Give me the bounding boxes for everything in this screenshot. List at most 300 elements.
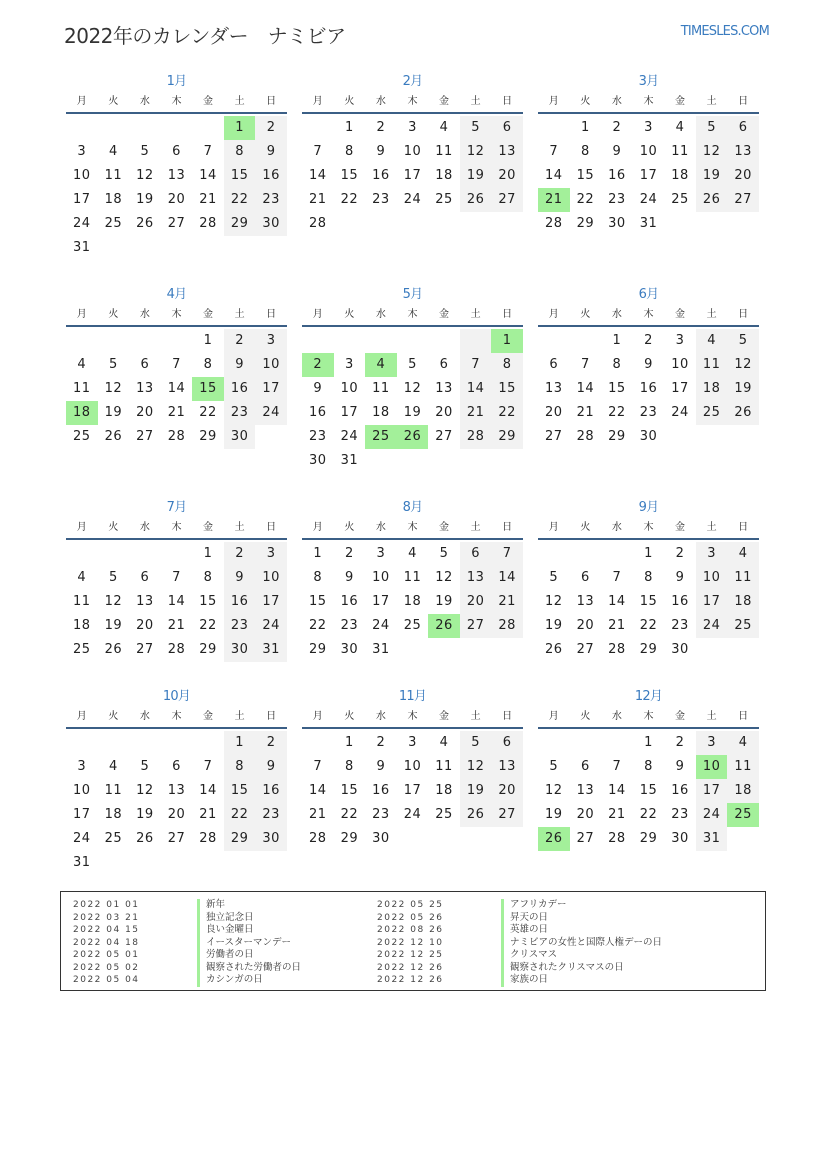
day-cell: 20 <box>136 405 154 420</box>
holiday-day-cell: 18 <box>66 401 98 425</box>
day-cell: 8 <box>580 144 590 159</box>
day-cell: 2 <box>224 329 256 353</box>
day-cell: 2 <box>255 116 287 140</box>
day-cell: 26 <box>136 216 154 231</box>
day-cell: 25 <box>104 216 123 231</box>
holiday-date: 2022 05 01 <box>73 950 140 960</box>
day-cell: 19 <box>136 807 154 822</box>
day-cell: 3 <box>696 731 728 755</box>
weekday-label: 月 <box>548 309 559 320</box>
day-cell: 5 <box>408 357 417 372</box>
day-cell: 18 <box>727 779 759 803</box>
day-cell: 30 <box>340 642 359 657</box>
day-cell: 8 <box>224 755 256 779</box>
holiday-row <box>377 962 662 975</box>
calendar-grid <box>66 72 766 887</box>
weekday-label: 金 <box>675 96 686 107</box>
day-cell: 21 <box>167 618 186 633</box>
day-cell: 14 <box>608 594 626 609</box>
day-cell: 14 <box>491 566 523 590</box>
day-cell: 23 <box>340 618 359 633</box>
day-cell: 23 <box>671 618 689 633</box>
day-cell: 21 <box>608 807 626 822</box>
empty-day-cell <box>428 329 460 353</box>
day-cell: 19 <box>545 618 563 633</box>
holiday-name: 新年 <box>197 899 225 912</box>
empty-day-cell <box>302 116 334 140</box>
month-title: 1月 <box>166 74 187 89</box>
day-cell: 14 <box>199 783 217 798</box>
day-cell: 22 <box>224 803 256 827</box>
weekday-label: 水 <box>375 96 386 107</box>
day-cell: 28 <box>608 831 626 846</box>
day-cell: 16 <box>255 779 287 803</box>
day-cell: 30 <box>372 831 390 846</box>
day-cell: 15 <box>340 783 359 798</box>
weekday-label: 火 <box>344 522 355 533</box>
day-cell: 18 <box>372 405 390 420</box>
day-cell: 3 <box>696 542 728 566</box>
site-link[interactable]: TIMESLES.COM <box>680 24 769 39</box>
day-cell: 17 <box>403 168 422 183</box>
day-cell: 3 <box>408 735 417 750</box>
weekday-header <box>66 92 287 114</box>
day-grid <box>66 542 287 662</box>
day-cell: 5 <box>549 759 559 774</box>
holiday-date: 2022 05 02 <box>73 962 140 973</box>
day-cell: 2 <box>376 735 386 750</box>
month-title: 6月 <box>638 287 659 302</box>
day-grid <box>66 116 287 260</box>
day-cell: 13 <box>136 381 154 396</box>
day-cell: 30 <box>224 638 256 662</box>
day-cell: 27 <box>136 642 154 657</box>
day-cell: 16 <box>608 168 626 183</box>
day-cell: 17 <box>671 381 689 396</box>
day-cell: 29 <box>224 212 256 236</box>
day-cell: 29 <box>224 827 256 851</box>
day-cell: 24 <box>403 192 422 207</box>
day-cell: 22 <box>309 618 327 633</box>
day-cell: 2 <box>644 333 653 348</box>
weekday-label: 火 <box>108 96 119 107</box>
holiday-date: 2022 12 26 <box>377 975 444 985</box>
weekday-label: 水 <box>375 309 386 320</box>
day-cell: 23 <box>372 192 390 207</box>
holiday-name: 観察されたクリスマスの日 <box>501 962 624 975</box>
day-cell: 17 <box>403 783 422 798</box>
day-cell: 22 <box>199 618 217 633</box>
day-cell: 12 <box>460 140 492 164</box>
weekday-label: 木 <box>407 522 418 533</box>
day-cell: 31 <box>73 240 91 255</box>
day-cell: 28 <box>545 216 563 231</box>
weekday-label: 金 <box>439 309 450 320</box>
day-cell: 22 <box>340 807 359 822</box>
day-cell: 3 <box>255 542 287 566</box>
day-cell: 23 <box>372 807 390 822</box>
day-cell: 30 <box>224 425 256 449</box>
holiday-day-cell: 4 <box>365 353 397 377</box>
day-cell: 8 <box>203 570 213 585</box>
day-cell: 21 <box>576 405 595 420</box>
day-cell: 12 <box>136 168 154 183</box>
day-cell: 16 <box>309 405 327 420</box>
holiday-day-cell: 25 <box>727 803 759 827</box>
weekday-label: 木 <box>407 711 418 722</box>
day-cell: 6 <box>491 731 523 755</box>
day-cell: 15 <box>576 168 595 183</box>
day-cell: 1 <box>203 333 213 348</box>
day-cell: 9 <box>644 357 653 372</box>
weekday-label: 木 <box>171 522 182 533</box>
day-cell: 13 <box>136 594 154 609</box>
day-cell: 7 <box>549 144 559 159</box>
holiday-day-cell: 21 <box>538 188 570 212</box>
day-cell: 23 <box>224 614 256 638</box>
day-cell: 10 <box>73 168 91 183</box>
day-cell: 2 <box>224 542 256 566</box>
day-cell: 7 <box>313 144 323 159</box>
day-cell: 18 <box>73 618 91 633</box>
day-cell: 26 <box>696 188 728 212</box>
weekday-label: 火 <box>344 96 355 107</box>
empty-day-cell <box>601 542 633 566</box>
day-cell: 16 <box>372 783 390 798</box>
holiday-name: 労働者の日 <box>197 949 254 962</box>
holiday-column-left <box>73 899 301 987</box>
day-cell: 2 <box>675 735 685 750</box>
empty-day-cell <box>129 542 161 566</box>
day-cell: 11 <box>727 755 759 779</box>
day-grid <box>302 731 523 851</box>
day-cell: 7 <box>491 542 523 566</box>
day-cell: 25 <box>73 429 91 444</box>
day-cell: 15 <box>309 594 327 609</box>
weekday-label: 火 <box>580 96 591 107</box>
day-cell: 13 <box>167 783 186 798</box>
weekday-label: 木 <box>643 522 654 533</box>
day-cell: 14 <box>576 381 595 396</box>
day-cell: 3 <box>77 144 87 159</box>
day-cell: 3 <box>408 120 417 135</box>
empty-day-cell <box>538 542 570 566</box>
day-cell: 1 <box>580 120 590 135</box>
day-cell: 18 <box>435 783 453 798</box>
day-cell: 9 <box>376 759 386 774</box>
day-cell: 3 <box>77 759 87 774</box>
day-cell: 10 <box>403 759 422 774</box>
day-cell: 11 <box>696 353 728 377</box>
empty-day-cell <box>98 731 130 755</box>
day-cell: 11 <box>727 566 759 590</box>
weekday-label: 金 <box>203 711 214 722</box>
day-cell: 20 <box>136 618 154 633</box>
day-cell: 24 <box>403 807 422 822</box>
weekday-label: 月 <box>76 96 87 107</box>
day-cell: 18 <box>104 192 123 207</box>
day-cell: 25 <box>435 807 453 822</box>
day-cell: 2 <box>344 546 354 561</box>
weekday-label: 金 <box>203 96 214 107</box>
day-cell: 17 <box>696 590 728 614</box>
weekday-label: 火 <box>580 522 591 533</box>
day-cell: 23 <box>255 188 287 212</box>
day-cell: 22 <box>608 405 626 420</box>
holiday-date: 2022 12 26 <box>377 962 444 973</box>
weekday-label: 月 <box>312 309 323 320</box>
day-cell: 22 <box>340 192 359 207</box>
weekday-label: 木 <box>171 309 182 320</box>
day-cell: 15 <box>224 779 256 803</box>
weekday-label: 日 <box>738 96 749 107</box>
day-cell: 21 <box>309 807 327 822</box>
weekday-header <box>66 518 287 540</box>
day-cell: 20 <box>460 590 492 614</box>
holiday-name: クリスマス <box>501 949 557 962</box>
day-cell: 27 <box>727 188 759 212</box>
day-cell: 1 <box>313 546 323 561</box>
day-cell: 27 <box>136 429 154 444</box>
day-cell: 27 <box>576 642 595 657</box>
day-cell: 1 <box>224 731 256 755</box>
day-cell: 23 <box>671 807 689 822</box>
day-cell: 1 <box>612 333 622 348</box>
weekday-label: 水 <box>611 711 622 722</box>
day-cell: 22 <box>576 192 595 207</box>
holiday-day-cell: 1 <box>491 329 523 353</box>
day-cell: 2 <box>612 120 622 135</box>
holiday-date: 2022 05 26 <box>377 912 444 923</box>
day-cell: 22 <box>639 807 658 822</box>
weekday-label: 土 <box>470 96 481 107</box>
weekday-label: 火 <box>108 309 119 320</box>
day-grid <box>66 731 287 875</box>
weekday-label: 日 <box>502 96 513 107</box>
weekday-label: 月 <box>548 711 559 722</box>
day-cell: 11 <box>73 594 91 609</box>
holiday-row <box>377 912 662 925</box>
day-cell: 13 <box>576 594 595 609</box>
weekday-label: 水 <box>611 522 622 533</box>
empty-day-cell <box>66 329 98 353</box>
holiday-row <box>73 899 301 912</box>
day-cell: 28 <box>199 831 217 846</box>
holiday-date: 2022 04 15 <box>73 925 140 935</box>
day-cell: 9 <box>344 570 354 585</box>
day-cell: 6 <box>172 759 181 774</box>
weekday-label: 日 <box>266 711 277 722</box>
weekday-header <box>66 305 287 327</box>
empty-day-cell <box>302 731 334 755</box>
day-cell: 7 <box>612 759 622 774</box>
empty-day-cell <box>98 542 130 566</box>
holiday-list <box>60 891 766 991</box>
day-cell: 24 <box>696 614 728 638</box>
day-cell: 12 <box>403 381 422 396</box>
day-cell: 24 <box>696 803 728 827</box>
day-cell: 7 <box>460 353 492 377</box>
day-cell: 8 <box>203 357 213 372</box>
holiday-row <box>377 899 662 912</box>
day-cell: 21 <box>199 807 217 822</box>
day-cell: 16 <box>639 381 658 396</box>
weekday-header <box>66 707 287 729</box>
day-cell: 30 <box>608 216 626 231</box>
empty-day-cell <box>98 329 130 353</box>
day-cell: 8 <box>644 570 653 585</box>
empty-day-cell <box>161 329 193 353</box>
day-cell: 7 <box>313 759 323 774</box>
day-cell: 24 <box>372 618 390 633</box>
month-block <box>302 498 523 687</box>
day-cell: 15 <box>639 783 658 798</box>
day-cell: 8 <box>344 144 354 159</box>
day-cell: 29 <box>608 429 626 444</box>
day-cell: 17 <box>372 594 390 609</box>
day-cell: 29 <box>199 429 217 444</box>
weekday-header <box>538 92 759 114</box>
day-cell: 18 <box>727 590 759 614</box>
weekday-label: 水 <box>375 711 386 722</box>
day-cell: 1 <box>644 735 653 750</box>
day-cell: 23 <box>639 405 658 420</box>
day-cell: 6 <box>580 570 590 585</box>
day-cell: 27 <box>491 188 523 212</box>
empty-day-cell <box>161 542 193 566</box>
day-cell: 26 <box>136 831 154 846</box>
day-cell: 13 <box>576 783 595 798</box>
day-cell: 10 <box>671 357 689 372</box>
day-cell: 29 <box>639 642 658 657</box>
holiday-date: 2022 12 10 <box>377 937 444 948</box>
weekday-label: 土 <box>234 711 245 722</box>
day-cell: 22 <box>639 618 658 633</box>
weekday-label: 水 <box>139 309 150 320</box>
weekday-label: 水 <box>139 711 150 722</box>
empty-day-cell <box>570 329 602 353</box>
day-cell: 12 <box>460 755 492 779</box>
day-cell: 16 <box>224 590 256 614</box>
day-cell: 29 <box>309 642 327 657</box>
day-cell: 19 <box>104 405 123 420</box>
day-cell: 18 <box>403 594 422 609</box>
weekday-label: 月 <box>312 522 323 533</box>
day-cell: 21 <box>460 401 492 425</box>
day-grid <box>538 542 759 662</box>
holiday-row <box>73 937 301 950</box>
day-cell: 26 <box>460 803 492 827</box>
day-cell: 19 <box>403 405 422 420</box>
day-cell: 19 <box>136 192 154 207</box>
day-cell: 5 <box>108 357 118 372</box>
day-cell: 23 <box>309 429 327 444</box>
day-cell: 24 <box>73 831 91 846</box>
day-cell: 18 <box>435 168 453 183</box>
day-cell: 29 <box>576 216 595 231</box>
day-cell: 24 <box>255 401 287 425</box>
day-cell: 12 <box>435 570 453 585</box>
day-cell: 31 <box>73 855 91 870</box>
holiday-day-cell: 26 <box>397 425 429 449</box>
month-block <box>302 72 523 285</box>
empty-day-cell <box>66 731 98 755</box>
day-cell: 27 <box>576 831 595 846</box>
holiday-date: 2022 05 25 <box>377 900 444 910</box>
month-block <box>66 285 287 498</box>
weekday-label: 木 <box>171 711 182 722</box>
weekday-label: 土 <box>706 309 717 320</box>
day-cell: 12 <box>727 353 759 377</box>
day-cell: 14 <box>167 594 186 609</box>
day-cell: 20 <box>727 164 759 188</box>
day-cell: 12 <box>545 783 563 798</box>
day-cell: 14 <box>608 783 626 798</box>
weekday-label: 土 <box>234 309 245 320</box>
empty-day-cell <box>129 116 161 140</box>
day-cell: 4 <box>439 735 449 750</box>
day-cell: 16 <box>671 783 689 798</box>
weekday-label: 月 <box>312 96 323 107</box>
day-cell: 5 <box>439 546 449 561</box>
day-cell: 4 <box>727 731 759 755</box>
day-cell: 26 <box>545 642 563 657</box>
holiday-name: 昇天の日 <box>501 912 548 925</box>
day-cell: 15 <box>639 594 658 609</box>
day-cell: 19 <box>727 377 759 401</box>
day-cell: 20 <box>491 779 523 803</box>
day-cell: 6 <box>172 144 181 159</box>
weekday-label: 木 <box>643 96 654 107</box>
day-cell: 4 <box>439 120 449 135</box>
empty-day-cell <box>302 329 334 353</box>
day-cell: 29 <box>491 425 523 449</box>
weekday-label: 土 <box>706 711 717 722</box>
day-cell: 2 <box>376 120 386 135</box>
day-cell: 4 <box>675 120 685 135</box>
holiday-row <box>73 962 301 975</box>
day-cell: 16 <box>255 164 287 188</box>
weekday-label: 日 <box>266 96 277 107</box>
day-cell: 10 <box>340 381 359 396</box>
weekday-header <box>302 707 523 729</box>
day-cell: 5 <box>460 731 492 755</box>
day-grid <box>66 329 287 449</box>
day-grid <box>302 542 523 662</box>
month-title: 9月 <box>638 500 659 515</box>
day-cell: 13 <box>545 381 563 396</box>
day-cell: 31 <box>340 453 359 468</box>
day-cell: 26 <box>727 401 759 425</box>
day-cell: 21 <box>199 192 217 207</box>
day-cell: 10 <box>639 144 658 159</box>
month-title: 12月 <box>634 689 663 704</box>
holiday-name: 独立記念日 <box>197 912 254 925</box>
weekday-label: 水 <box>611 309 622 320</box>
weekday-label: 水 <box>375 522 386 533</box>
empty-day-cell <box>129 329 161 353</box>
day-cell: 20 <box>545 405 563 420</box>
day-cell: 13 <box>491 755 523 779</box>
empty-day-cell <box>397 329 429 353</box>
weekday-label: 月 <box>548 522 559 533</box>
day-cell: 20 <box>576 807 595 822</box>
weekday-label: 火 <box>108 711 119 722</box>
day-cell: 7 <box>172 357 181 372</box>
holiday-name: 良い金曜日 <box>197 924 254 937</box>
holiday-day-cell: 26 <box>428 614 460 638</box>
day-cell: 10 <box>403 144 422 159</box>
